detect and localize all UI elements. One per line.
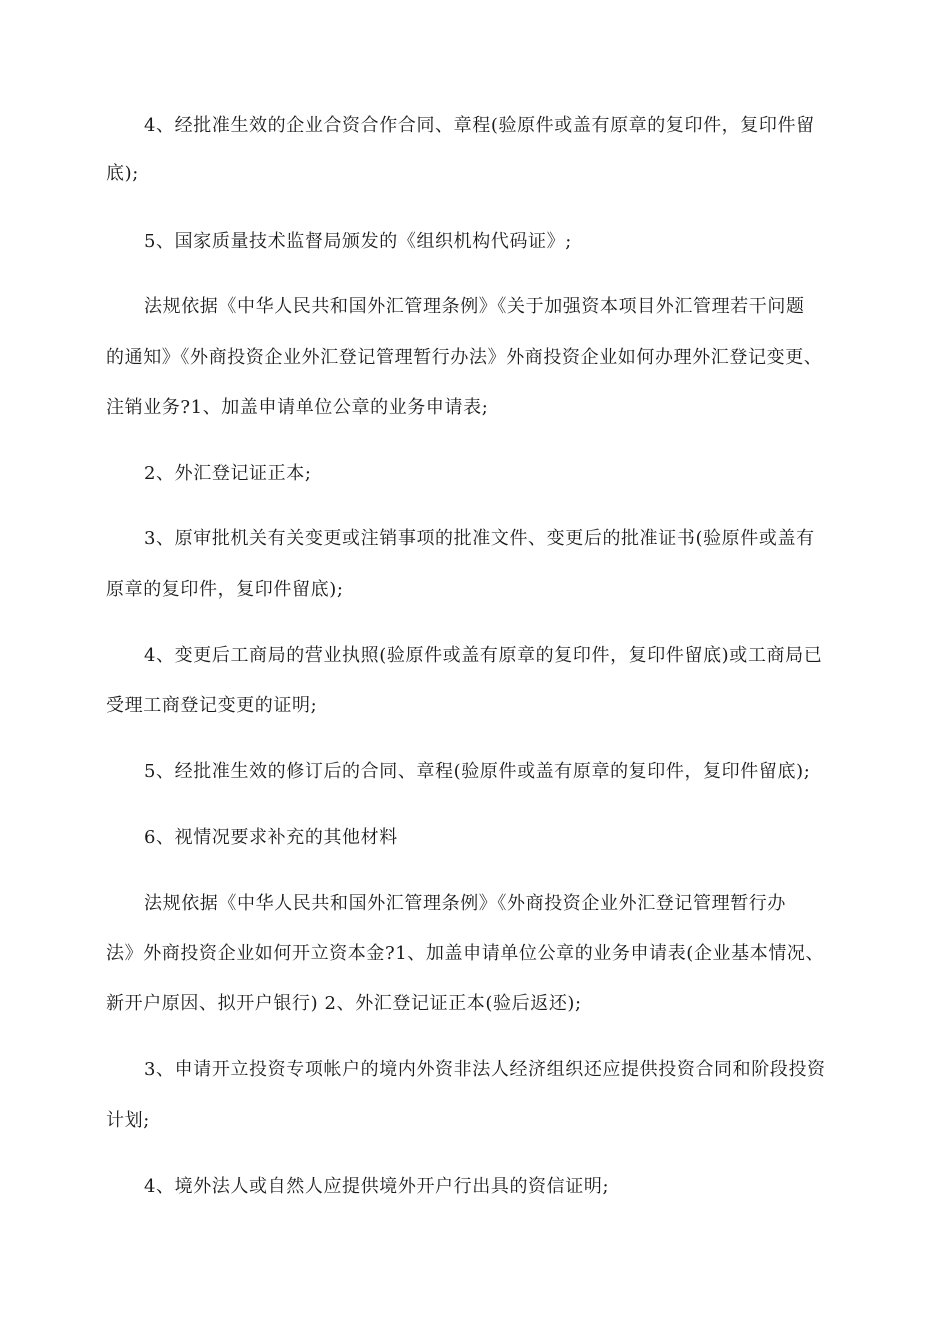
text-line: 法》外商投资企业如何开立资本金?1、加盖申请单位公章的业务申请表(企业基本情况、 (106, 943, 825, 964)
text-line: 计划; (106, 1110, 150, 1131)
text-line: 2、外汇登记证正本; (144, 463, 312, 484)
text-line: 法规依据《中华人民共和国外汇管理条例》《关于加强资本项目外汇管理若干问题 (144, 296, 805, 317)
text-line: 3、原审批机关有关变更或注销事项的批准文件、变更后的批准证书(验原件或盖有 (144, 528, 815, 549)
text-line: 底); (106, 163, 139, 184)
text-line: 的通知》《外商投资企业外汇登记管理暂行办法》外商投资企业如何办理外汇登记变更、 (106, 347, 823, 368)
text-line: 4、境外法人或自然人应提供境外开户行出具的资信证明; (144, 1176, 610, 1197)
text-line: 6、视情况要求补充的其他材料 (144, 827, 398, 848)
text-line: 受理工商登记变更的证明; (106, 695, 318, 716)
text-line: 5、经批准生效的修订后的合同、章程(验原件或盖有原章的复印件，复印件留底); (144, 761, 811, 782)
text-line: 注销业务?1、加盖申请单位公章的业务申请表; (106, 397, 489, 418)
text-line: 法规依据《中华人民共和国外汇管理条例》《外商投资企业外汇登记管理暂行办 (144, 893, 786, 914)
text-line: 新开户原因、拟开户银行) 2、外汇登记证正本(验后返还); (106, 993, 582, 1014)
text-line: 原章的复印件，复印件留底); (106, 579, 344, 600)
text-line: 3、申请开立投资专项帐户的境内外资非法人经济组织还应提供投资合同和阶段投资 (144, 1059, 826, 1080)
text-line: 4、变更后工商局的营业执照(验原件或盖有原章的复印件，复印件留底)或工商局已 (144, 645, 823, 666)
text-line: 5、国家质量技术监督局颁发的《组织机构代码证》; (144, 231, 572, 252)
text-line: 4、经批准生效的企业合资合作合同、章程(验原件或盖有原章的复印件，复印件留 (144, 115, 815, 136)
